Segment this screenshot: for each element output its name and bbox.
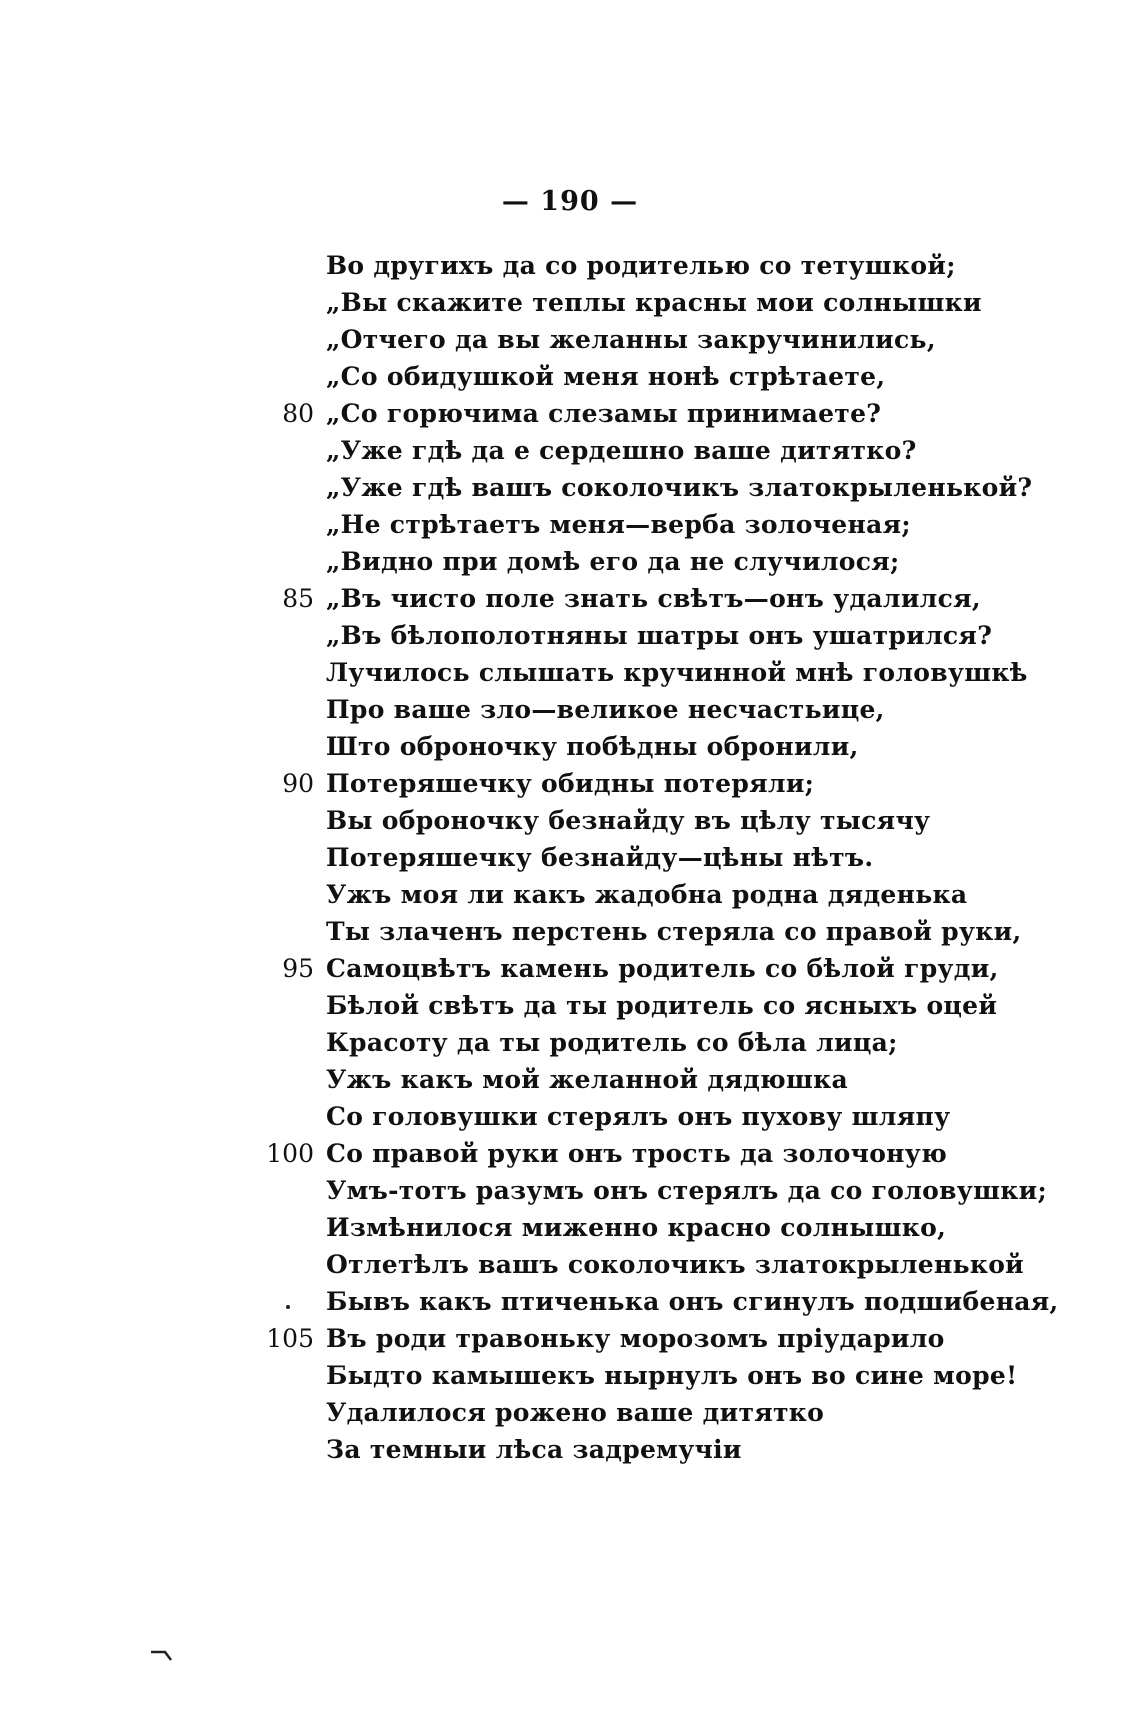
line-text: Про ваше зло—великое несчастьице, [326,695,885,724]
poem-line [0,1061,1140,1098]
line-text: Удалилося рожено ваше дитятко [326,1398,825,1427]
line-text: Быдто камышекъ нырнулъ онъ во сине море! [326,1361,1018,1390]
line-text: „Видно при домѣ его да не случилося; [326,547,900,576]
poem-line [0,580,1140,617]
poem-lines [0,247,1140,1468]
page-number: — 190 — [501,186,639,217]
poem-line [0,432,1140,469]
poem-line [0,987,1140,1024]
line-text: „Со обидушкой меня нонѣ стрѣтаете, [326,362,886,391]
line-text: „Вы скажите теплы красны мои солнышки [326,288,982,317]
poem-line [0,506,1140,543]
line-number: 95 [282,954,314,983]
poem-line [0,1024,1140,1061]
poem-line [0,728,1140,765]
line-number: 105 [266,1324,314,1353]
line-text: Што оброночку побѣдны обронили, [326,732,859,761]
line-text: Лучилось слышать кручинной мнѣ головушкѣ [326,658,1028,687]
line-text: „Отчего да вы желанны закручинились, [326,325,936,354]
line-text: Красоту да ты родитель со бѣла лица; [326,1028,898,1057]
line-text: Измѣнилося миженно красно солнышко, [326,1213,947,1242]
line-text: „Со горючима слезамы принимаете? [326,399,882,428]
line-text: „Уже гдѣ вашъ соколочикъ златокрыленькой? [326,473,1033,502]
line-text: Потеряшечку безнайду—цѣны нѣтъ. [326,843,874,872]
line-text: „Въ бѣлополотняны шатры онъ ушатрился? [326,621,993,650]
line-text: „Въ чисто поле знать свѣтъ—онъ удалился, [326,584,981,613]
line-number: 100 [266,1139,314,1168]
poem-line [0,802,1140,839]
poem-line [0,395,1140,432]
line-text: За темныи лѣса задремучіи [326,1435,742,1464]
poem-line [0,1320,1140,1357]
poem-line [0,358,1140,395]
line-text: Вы оброночку безнайду въ цѣлу тысячу [326,806,931,835]
stray-mark-dot [286,1305,290,1309]
line-number: 80 [282,399,314,428]
poem-line [0,247,1140,284]
line-number: 85 [282,584,314,613]
poem-line [0,1209,1140,1246]
poem-line [0,876,1140,913]
line-text: Бывъ какъ птиченька онъ сгинулъ подшибеная, [326,1287,1059,1316]
poem-line [0,1135,1140,1172]
poem-line [0,1172,1140,1209]
poem-line [0,839,1140,876]
line-text: Въ роди травоньку морозомъ пріударило [326,1324,945,1353]
line-text: „Уже гдѣ да е сердешно ваше дитятко? [326,436,917,465]
line-text: Во другихъ да со родителью со тетушкой; [326,251,956,280]
poem-line [0,284,1140,321]
poem-line [0,617,1140,654]
line-text: Со головушки стерялъ онъ пухову шляпу [326,1102,951,1131]
line-number: 90 [282,769,314,798]
poem-line [0,543,1140,580]
poem-line [0,1283,1140,1320]
poem-line [0,691,1140,728]
line-text: Со правой руки онъ трость да золочоную [326,1139,948,1168]
poem-line [0,469,1140,506]
poem-line [0,765,1140,802]
poem-line [0,321,1140,358]
line-text: Умъ-тотъ разумъ онъ стерялъ да со головушки; [326,1176,1047,1205]
poem-line [0,654,1140,691]
line-text: Ужъ какъ мой желанной дядюшка [326,1065,848,1094]
stray-mark-stroke [150,1648,172,1662]
poem-line [0,1431,1140,1468]
line-text: Отлетѣлъ вашъ соколочикъ златокрыленькой [326,1250,1025,1279]
poem-line [0,913,1140,950]
line-text: Ужъ моя ли какъ жадобна родна дяденька [326,880,968,909]
line-text: Ты злаченъ перстень стеряла со правой руки, [326,917,1022,946]
line-text: Потеряшечку обидны потеряли; [326,769,815,798]
line-text: „Не стрѣтаетъ меня—верба золоченая; [326,510,911,539]
line-text: Бѣлой свѣтъ да ты родитель со ясныхъ оцей [326,991,998,1020]
poem-line [0,1357,1140,1394]
line-text: Самоцвѣтъ камень родитель со бѣлой груди, [326,954,999,983]
poem-line [0,950,1140,987]
poem-line [0,1098,1140,1135]
poem-line [0,1394,1140,1431]
poem-line [0,1246,1140,1283]
